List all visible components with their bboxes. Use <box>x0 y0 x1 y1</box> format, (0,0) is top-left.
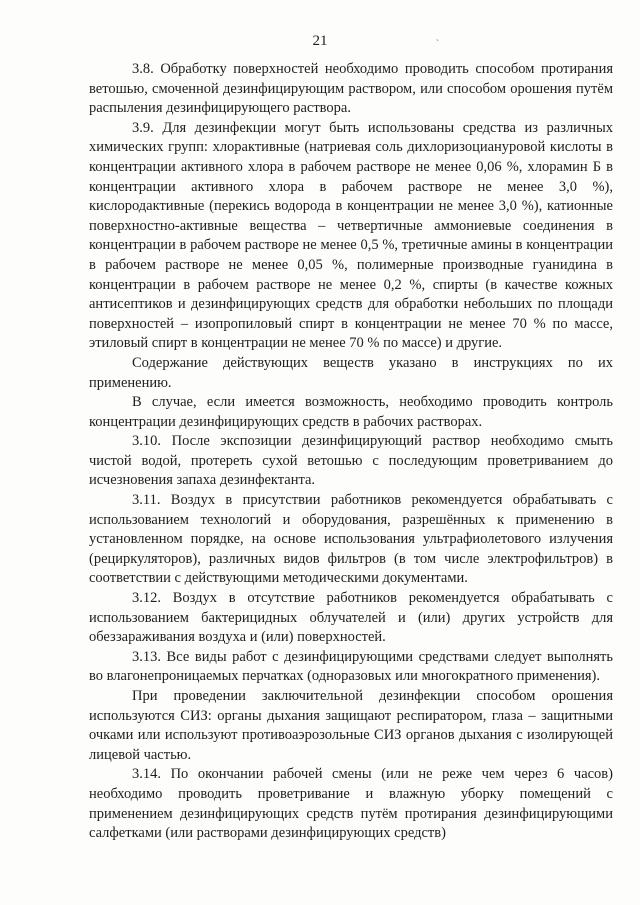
paragraph-3-9: 3.9. Для дезинфекции могут быть использованы средства из различных химических групп: хлорактивные (натриевая соль дихлоризоциануровой кислоты в концентрации активного хлора в рабочем растворе не менее 0,06 %, хлорамин Б в концентрации активного хлора в рабочем растворе не менее 3,0 %), кислородактивные (перекись водорода в концентрации не менее 3,0 %), катионные поверхностно-активные вещества – четвертичные аммониевые соединения в концентрации в рабочем растворе не менее 0,5 %, третичные амины в концентрации в рабочем растворе не менее 0,05 %, полимерные производные гуанидина в концентрации в рабочем растворе не менее 0,2 %, спирты (в качестве кожных антисептиков и дезинфицирующих средств для обработки небольших по площади поверхностей – изопропиловый спирт в концентрации не менее 70 % по массе, этиловый спирт в концентрации не менее 70 % по массе) и другие. <box>89 119 613 352</box>
paragraph-concentration-control: В случае, если имеется возможность, необходимо проводить контроль концентрации дезинфицирующих средств в рабочих растворах. <box>89 394 613 430</box>
page-number: 21 <box>312 33 328 49</box>
paragraph-3-8: 3.8. Обработку поверхностей необходимо проводить способом протирания ветошью, смоченной дезинфицирующим раствором, или способом орошения путём распыления дезинфицирующего раствора. <box>89 61 613 117</box>
paragraph-3-13: 3.13. Все виды работ с дезинфицирующими средствами следует выполнять во влагонепроницаемых перчатках (одноразовых или многократного применения). <box>89 648 613 685</box>
paragraph-active-substances: Содержание действующих веществ указано в инструкциях по их применению. <box>89 354 613 391</box>
paragraph-3-12: 3.12. Воздух в отсутствие работников рекомендуется обрабатывать с использованием бактерицидных облучателей и (или) других устройств для обеззараживания воздуха и (или) поверхностей. <box>89 590 613 646</box>
document-body <box>89 60 613 844</box>
paragraph-3-10: 3.10. После экспозиции дезинфицирующий раствор необходимо смыть чистой водой, протереть сухой ветошью с последующим проветриванием до исчезновения запаха дезинфектанта. <box>89 433 613 489</box>
paragraph-3-14: 3.14. По окончании рабочей смены (или не реже чем через 6 часов) необходимо проводить проветривание и влажную уборку помещений с применением дезинфицирующих средств путём протирания дезинфицирующими салфетками (или растворами дезинфицирующих средств) <box>89 766 613 842</box>
paragraph-3-11: 3.11. Воздух в присутствии работников рекомендуется обрабатывать с использованием технологий и оборудования, разрешённых к применению в установленном порядке, на основе использования ультрафиолетового излучения (рециркуляторов), различных видов фильтров (в том числе электрофильтров) в соответствии с действующими методическими документами. <box>89 492 613 587</box>
paragraph-ppe: При проведении заключительной дезинфекции способом орошения используются СИЗ: органы дыхания защищают респиратором, глаза – защитными очками или используют противоаэрозольные СИЗ органов дыхания с изолирующей лицевой частью. <box>89 688 613 763</box>
scan-mark: ` <box>436 38 439 48</box>
